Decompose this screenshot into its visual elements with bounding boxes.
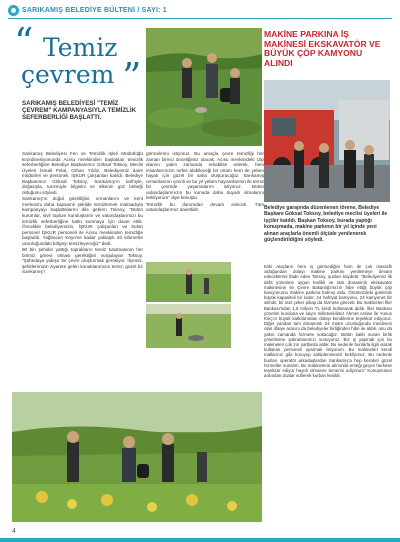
article-left-column-1 xyxy=(22,151,143,276)
article-headline: MAKİNE PARKINA İŞ MAKİNESİ EKSKAVATÖR VE BÜYÜK ÇÖP KAMYONU ALINDI xyxy=(264,29,381,68)
header-rule xyxy=(8,18,392,19)
bulletin-title: SARIKAMIŞ BELEDİYE BÜLTENİ / SAYI: 1 xyxy=(22,7,167,14)
photo-group-cleanup xyxy=(12,392,262,522)
article-left-column-2 xyxy=(146,151,264,214)
article-subtitle: SARIKAMIŞ BELEDİYESİ "TEMİZ ÇEVREM" KAMPANYASIYLA TEMİZLİK SEFERBERLİĞİ BAŞLATTI. xyxy=(22,100,137,122)
paragraph: görmelerini istiyoruz. Bu amaçla çevre temizliği her zaman birinci önceliğimiz olacak. Acısu mevkiindeki çöp alanını yakın zamanda rehabilite ederek, hem insanlarımızın nefes alabileceği bir ortam hem de yeben hayatı için güzel bir saha oluşturacağız. Sarıkamış ormanlarının çevrili ve bu yıl yeben hayvanlarının ile temiz bir çevrede yaşamalarını istiyoruz. Bütün vatandaşlarımızın bu konuda daha duyarlı olmalarını bekliyorum" diye konuştu. xyxy=(146,151,264,201)
article-right-body: Eski araçların hem iş görmediğini hem de çok masraflı olduğundan dolayı makine parkını yenilemeye devam edeceklerini ifade eden Toksoy, şunları kaydetti: "Belediyemiz ilk defa yönetime uygun teslikli ve tam donanımlı ekskavatör makinesine ile Çevre Bakanlığı'mızın hibe ettiği büyük çöp kamyonumu makine parkına katmış oldu. Önümüzdeki günlerde büyük kapasiteli bir loder, 24 hafriyat kamyonu, 24 kamyonet bir silindir, bir sürt çeker pikap da hizmete girecek. Bu makineleri İller Bankası'ndan 1,5 milyon TL kredi kullanarak aldık. İller Bankası yönetim kuruluna ve sayın milletvekilimiz Ahmet Arslan ile Yunus Kılıç'ın büyük katkılarından dolayı kendilerine teşekkür ediyoruz. Diğer yandan tam donanımlı 24 metre uzunluğunda merdiveni olan itfaiye aracını da belediyeler birliğinden hibe ile aldık, onu da yakın zamanda hizmete sokacağız. Bütün katkı sunan birlik yönetimine şükranlarımızı sunuyoruz. Biz iş yapmak için bu makineleri çok zor şartlarda aldık. Bu nedenle bunlarla ilgili olarak kullanan personeli uyarmak istiyorum. Bu makineleri kendi mallarınız gibi koruyup sahiplenmenizi bekliyoruz. Bu nedenle bunları operatör arkadaşlardan Sarıkamış'a hep beraber güzel hizmetler sunalım. Bu makinelerin alımında emeği geçen herkese teşekkür ediyor hayırlı olmasını temenni ediyorum" Konuşmanın ardından dualar edilerek kurban kesildi. xyxy=(264,264,392,379)
paragraph: Temizlik bu durumdan devam edecek. Tüm vatandaşlarımız davetlidir. xyxy=(146,201,264,213)
page-number: 4 xyxy=(12,528,16,535)
open-quote-icon: “ xyxy=(14,20,34,64)
article-lead: Belediye garajında düzenlenen törene, Belediye Başkanı Göksal Toksoy, belediye meclisi üyeleri ile işçiler katıldı. Başkan Toksoy, burada yaptığı konuşmada, makine parkının bir yıl içinde yeni alınan araçlarla önemli ölçüde yenilenerek güçlendirildiğini söyledi. xyxy=(264,205,388,244)
bulletin-logo-icon xyxy=(8,5,19,16)
photo-roadside-cleanup xyxy=(146,304,231,348)
page-footer xyxy=(0,522,400,542)
page-header xyxy=(8,4,392,17)
article-title-line2: çevrem xyxy=(21,60,115,89)
photo-field-workers xyxy=(146,262,231,302)
article-title-line1: Temiz xyxy=(43,33,118,62)
photo-new-vehicles-ceremony xyxy=(264,80,390,202)
paragraph: Sarıkamış'ın doğal güzelliğini, ormanlarını ve kent merkezini daha kapsamlı şekilde temizlemek maksadıyla kampanyayı başlattıklarını dile getiren Toksoy, "Bütün kurumlar, sivil toplum kuruluşlarını ve vatandaşlarımızı bu temizlik seferberliğine katkı sunmaya için davet ettik. Öncelikle belediyemizin, İŞKUR çalışanları ve bütün personel İŞKUR personeli ile Acısu mevkiinden temizliğe başladık. Yağbacan Köyü'ne kadar yaklaşık 20 kilometre uzunluğundaki bölgeyi temizleyeceğiz" dedi. xyxy=(22,196,143,246)
footer-band xyxy=(0,538,400,542)
paragraph: 90 bin şehidin yattığı toprakların temiz tutulmasının her birimiz görevi olması gerektiğini vurgulayan Toksoy, "Şühedaya yakışır bir çevre oluşturmak gerekiyor. İlçemiz, şehitlerimizin ziyarete gelen konuklarımızın temiz, güzel bir Sarıkamış'ı xyxy=(22,247,143,275)
photo-cleanup-team xyxy=(146,28,262,146)
close-quote-icon: ” xyxy=(122,55,142,99)
paragraph: Sarıkamış Belediyesi Fen ve Temizlik İşleri Müdürlüğü koordinesiyonunda Acısu mevkiinden başlatılan temizlik seferberliğine Belediye Başkanımız Göksal Toksoy, Meclis Üyeleri İsmail Polat, Orhan Yıldız, Belediyemiz daire müdürleri ve personeli, İŞKUR çalışanları katıldı. Belediye Başkanımız Göksal Toksoy, Sarıkamış'ın tarihiyle, doğasıyla, turizmiyle bilgisini ve ülkenin göz bebeği olduğunu söyledi. xyxy=(22,151,143,195)
